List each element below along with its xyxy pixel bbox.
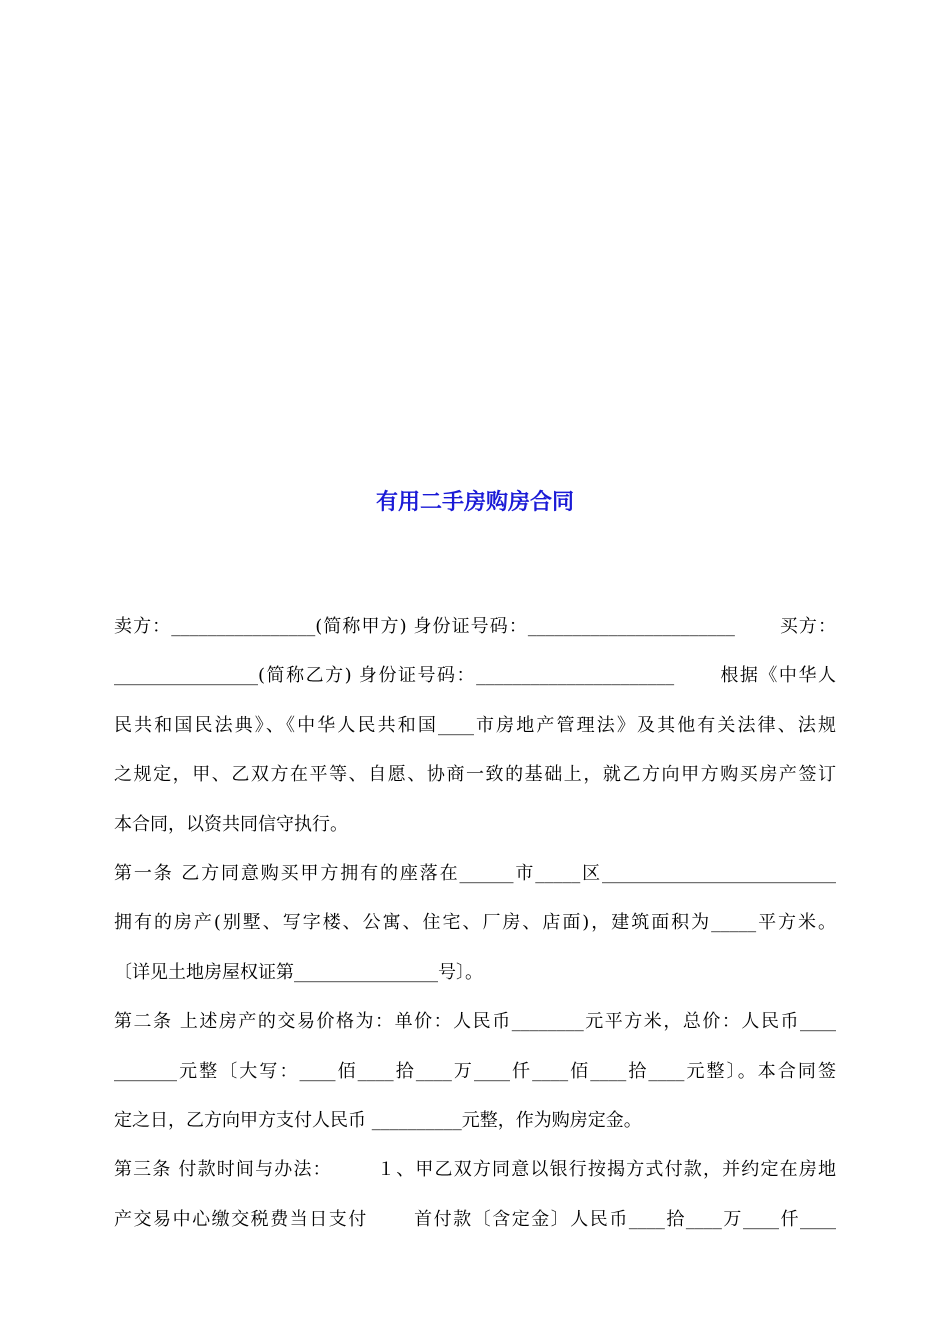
document-body (114, 602, 836, 1244)
article-3-line: 产交易中心缴交税费当日支付 首付款〔含定金〕人民币____拾____万____仟____ (114, 1208, 836, 1230)
paragraph-line: 卖方：________________(简称甲方) 身份证号码：_______________________ 买方： (114, 616, 836, 637)
article-3-line: 第三条 付款时间与办法： １、甲乙双方同意以银行按揭方式付款，并约定在房地 (114, 1159, 836, 1181)
article-1-line: 〔详见土地房屋权证第________________号〕。 (114, 961, 483, 983)
article-1-line: 第一条 乙方同意购买甲方拥有的座落在______市_____区__________________________ (114, 862, 836, 884)
paragraph-line: 本合同，以资共同信守执行。 (114, 813, 348, 835)
paragraph-line: 民共和国民法典》、《中华人民共和国____市房地产管理法》及其他有关法律、法规 (114, 714, 836, 736)
paragraph-line: 之规定，甲、乙双方在平等、自愿、协商一致的基础上，就乙方向甲方购买房产签订 (114, 764, 836, 786)
article-2-line: _______元整〔大写：____佰____拾____万____仟____佰____拾____元整〕。本合同签 (114, 1060, 836, 1082)
document-title: 有用二手房购房合同 (375, 490, 574, 515)
article-1-line: 拥有的房产(别墅、写字楼、公寓、住宅、厂房、店面)，建筑面积为_____平方米。 (114, 912, 836, 934)
article-2-line: 定之日，乙方向甲方支付人民币 __________元整，作为购房定金。 (114, 1109, 642, 1131)
paragraph-line: ________________(简称乙方) 身份证号码：______________________ 根据《中华人 (114, 665, 836, 687)
article-2-line: 第二条 上述房产的交易价格为：单价：人民币________元平方米，总价：人民币____ (114, 1011, 836, 1033)
